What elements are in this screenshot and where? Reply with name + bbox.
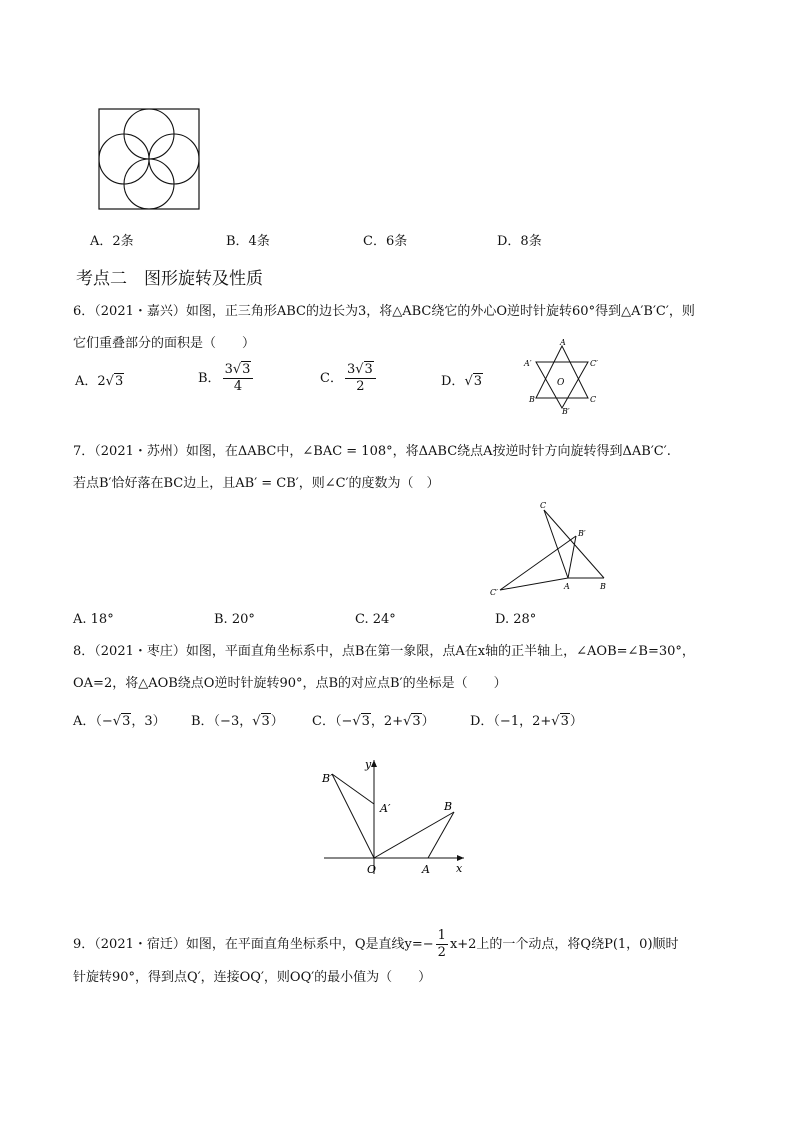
- q8-option-d: D．（−1，2+√3）: [470, 714, 583, 729]
- q6-option-b: B． $\frac{3√3}{4}$: [198, 362, 255, 395]
- q8-figure: [318, 752, 474, 880]
- q6-label-o: O: [557, 378, 565, 388]
- q8-option-c: C．（−√3，2+√3）: [312, 714, 435, 729]
- q6-figure: [522, 338, 602, 416]
- q5-option-c: C．6条: [363, 234, 408, 249]
- q6-label-a: A: [560, 338, 566, 347]
- q7-figure: [488, 498, 620, 600]
- q8-label-b-prime: B′: [322, 772, 333, 785]
- q7-text-line2: 若点B′恰好落在BC边上，且AB′ = CB′，则∠C′的度数为（ ）: [73, 476, 440, 491]
- q8-label-o: O: [367, 863, 377, 876]
- q6-option-a: A．2√3: [75, 374, 124, 389]
- q8-label-a: A: [422, 863, 430, 876]
- q6-label-c-prime: C′: [590, 359, 598, 368]
- q8-option-a: A．（−√3，3）: [73, 714, 166, 729]
- q8-label-x: x: [456, 862, 463, 875]
- q8-label-y: y: [365, 758, 372, 771]
- q7-label-c: C: [540, 501, 547, 510]
- q7-option-d: D. 28°: [495, 612, 537, 627]
- q9-text-line1: 9．（2021・宿迁）如图，在平面直角坐标系中，Q是直线y=− $\frac{1}{2}$ x+2上的一个动点，将Q绕P(1，0)顺时: [73, 928, 679, 960]
- q7-label-b: B: [600, 582, 606, 591]
- q5-figure: [98, 108, 200, 210]
- q7-label-b-prime: B′: [578, 529, 586, 538]
- q7-option-b: B. 20°: [214, 612, 255, 627]
- q8-text-line2: OA=2，将△AOB绕点O逆时针旋转90°，点B的对应点B′的坐标是（ ）: [73, 676, 507, 691]
- q6-label-b-prime: B′: [562, 407, 570, 416]
- q6-option-c: C． $\frac{3√3}{2}$: [320, 362, 378, 395]
- q8-label-a-prime: A′: [380, 802, 391, 815]
- q6-text-line1: 6．（2021・嘉兴）如图，正三角形ABC的边长为3，将△ABC绕它的外心O逆时针旋转60°得到△A′B′C′，则: [73, 304, 695, 319]
- q7-text-line1: 7．（2021・苏州）如图，在ΔABC中，∠BAC = 108°，将ΔABC绕点A按逆时针方向旋转得到ΔAB′C′.: [73, 444, 671, 459]
- q7-option-a: A. 18°: [73, 612, 114, 627]
- q8-text-line1: 8．（2021・枣庄）如图，平面直角坐标系中，点B在第一象限，点A在x轴的正半轴上，∠AOB=∠B=30°，: [73, 644, 695, 659]
- q9-text-line2: 针旋转90°，得到点Q′，连接OQ′，则OQ′的最小值为（ ）: [73, 970, 432, 985]
- q8-option-b: B．（−3，√3）: [191, 714, 284, 729]
- q5-option-b: B．4条: [226, 234, 270, 249]
- q6-label-c: C: [590, 395, 597, 404]
- q6-label-b: B: [529, 395, 535, 404]
- q5-option-a: A．2条: [90, 234, 134, 249]
- q7-option-c: C. 24°: [355, 612, 396, 627]
- q8-label-b: B: [444, 800, 453, 813]
- q7-label-c-prime: C′: [490, 588, 498, 597]
- q7-label-a: A: [564, 582, 570, 591]
- q6-label-a-prime: A′: [524, 359, 532, 368]
- q6-text-line2: 它们重叠部分的面积是（ ）: [73, 336, 256, 351]
- q5-option-d: D．8条: [497, 234, 542, 249]
- section-heading: 考点二 图形旋转及性质: [76, 269, 263, 289]
- q6-option-d: D．√3: [441, 374, 483, 389]
